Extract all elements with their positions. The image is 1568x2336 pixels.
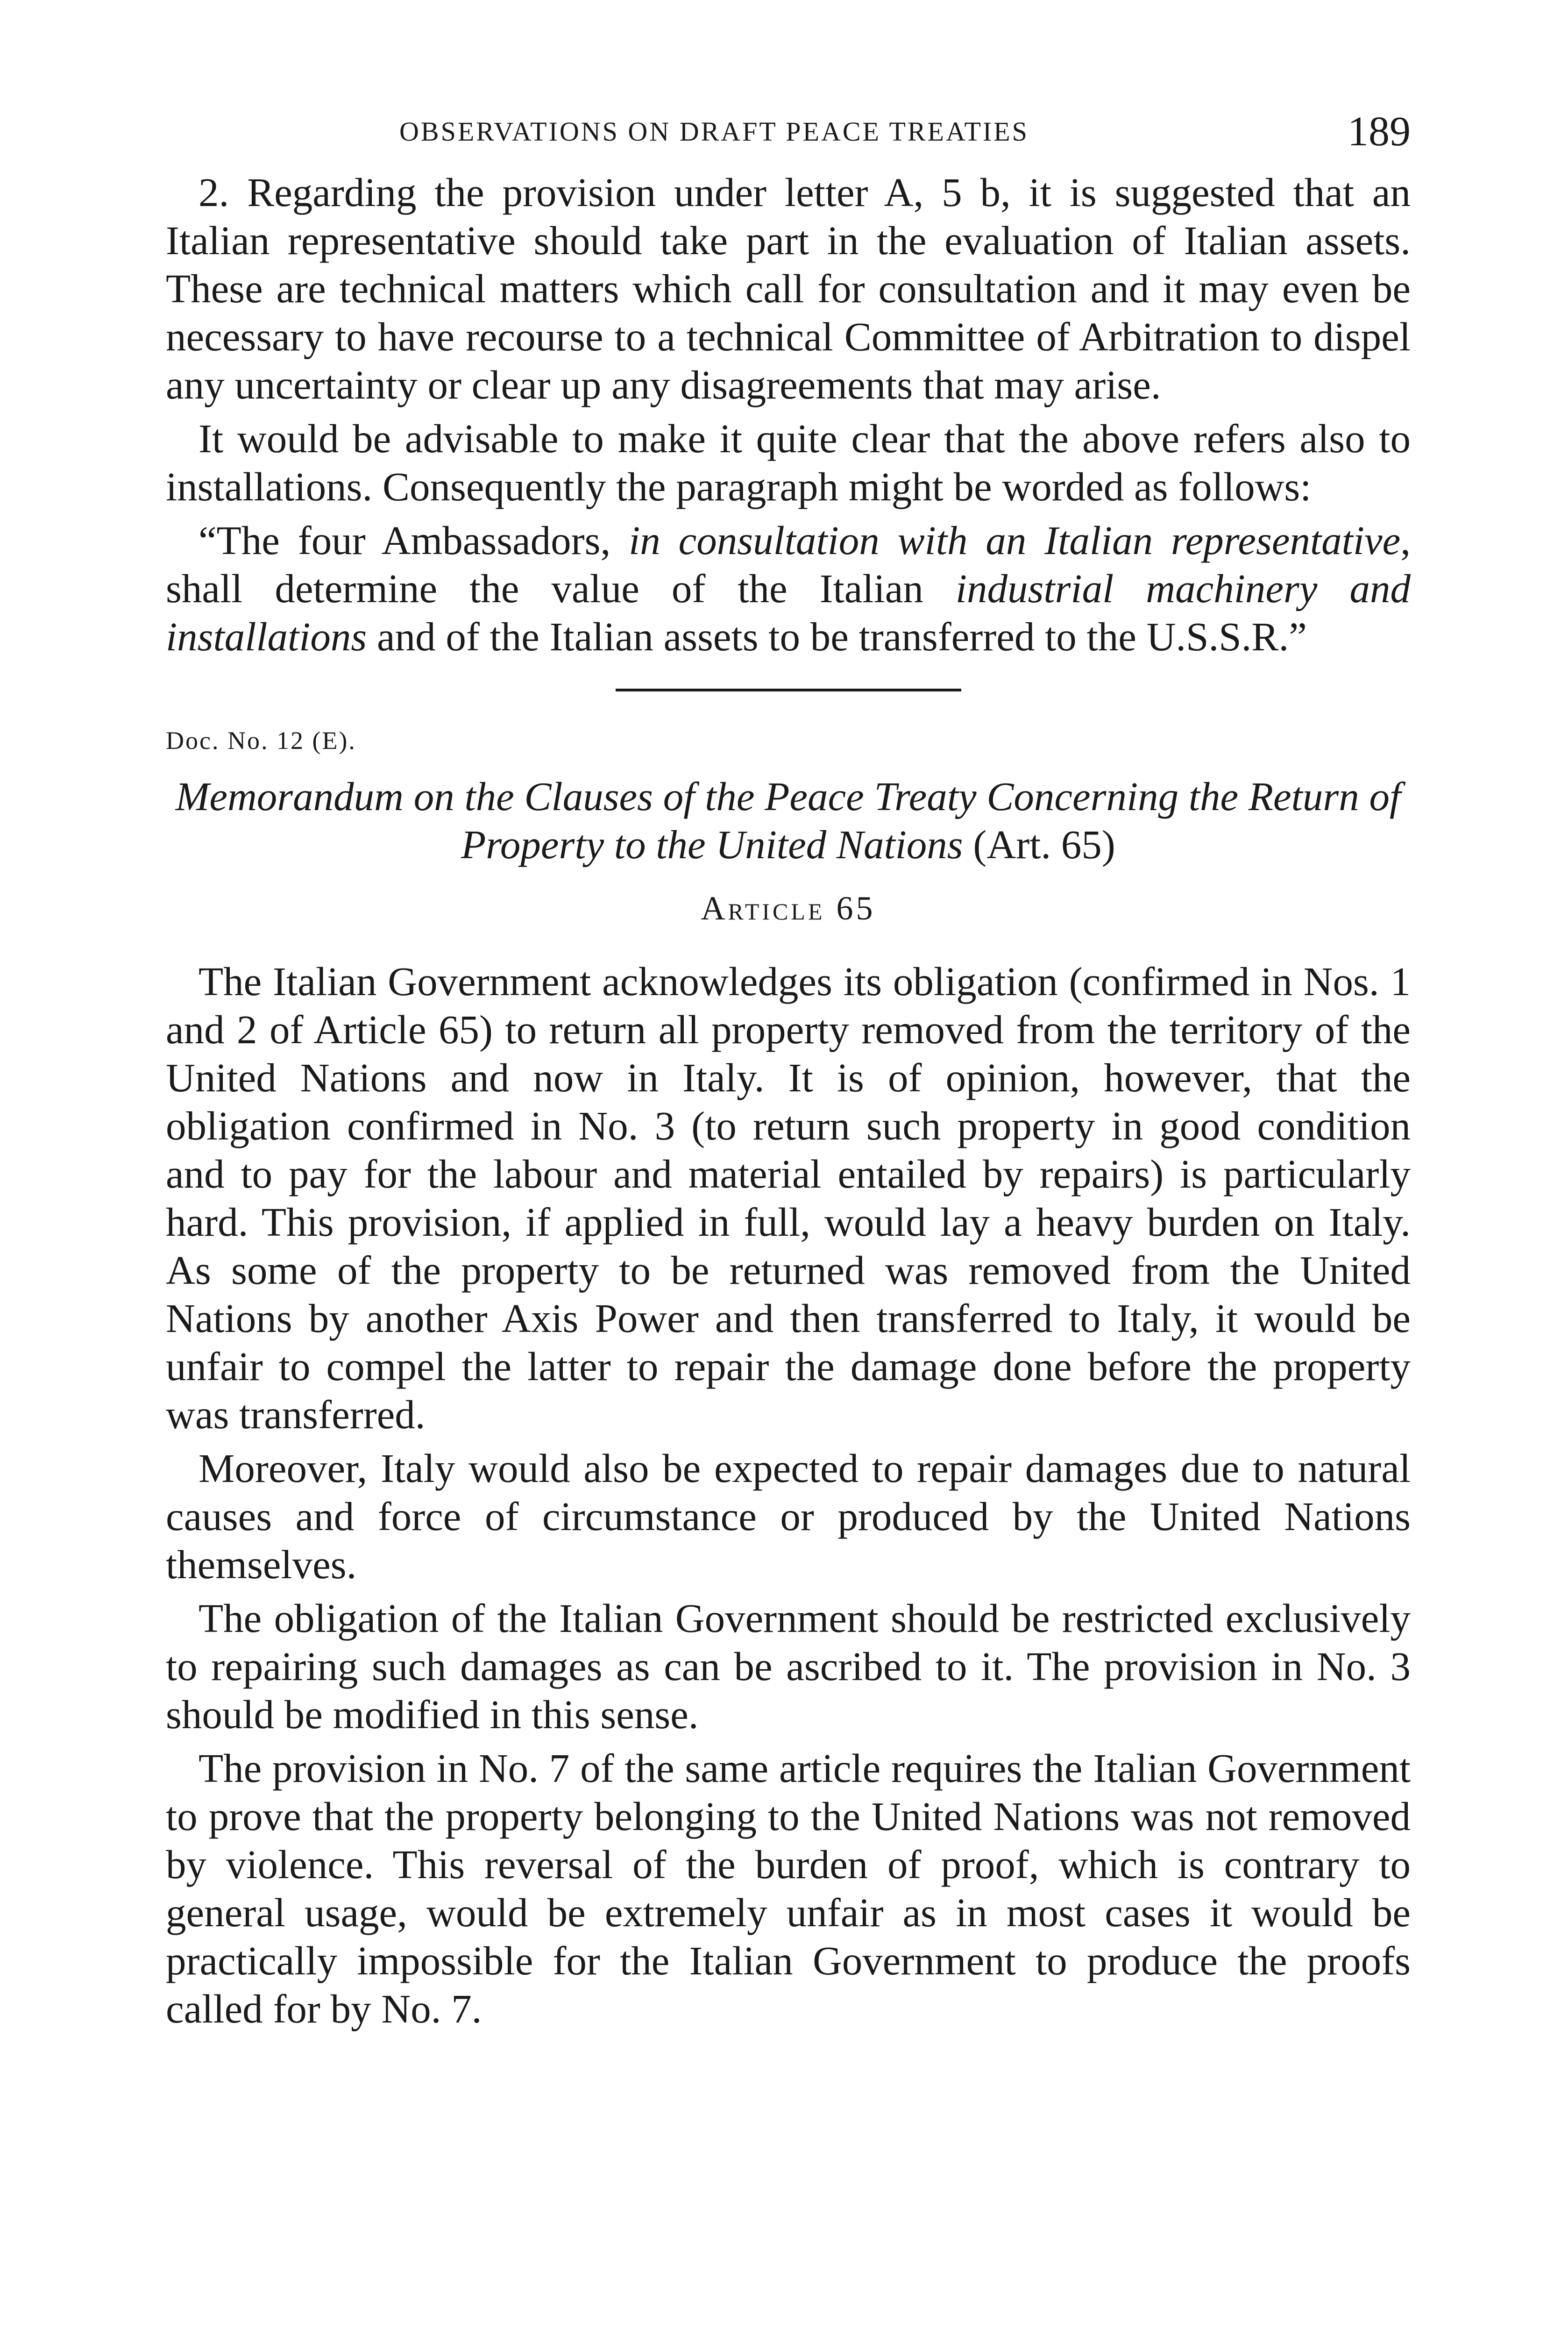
paragraph-natural-causes: Moreover, Italy would also be expected to repair damages due to natural causes and force of circumstance or produced by the United Nations themselves. xyxy=(166,1446,1411,1587)
section-divider xyxy=(616,689,961,691)
paragraph-installations: It would be advisable to make it quite clear that the above refers also to installations. Consequently the paragraph might be worded as follows: xyxy=(166,416,1411,509)
article-heading: Article 65 xyxy=(701,890,876,927)
doc-label: Doc. No. 12 (E). xyxy=(166,726,356,755)
quote-italic-1: in consultation with an Italian representative xyxy=(629,518,1401,563)
paragraph-restriction: The obligation of the Italian Government should be restricted exclusively to repairing such damages as can be ascribed to it. The provision in No. 3 should be modified in this sense. xyxy=(166,1595,1411,1737)
paragraph-evaluation-assets: 2. Regarding the provision under letter A, 5 b, it is suggested that an Italian representative should take part in the evaluation of Italian assets. These are technical matters which call for consultation and it may even be necessary to have recourse to a technical Committee of Arbitration to dispel any uncertainty or clear up any disagreements that may arise. xyxy=(166,170,1411,407)
paragraph-obligation: The Italian Government acknowledges its obligation (confirmed in Nos. 1 and 2 of Article 65) to return all property removed from the territory of the United Nations and now in Italy. It is of opinion, however, that the obligation confirmed in No. 3 (to return such property in good condition and to pay for the labour and material entailed by repairs) is particularly hard. This provision, if applied in full, would lay a heavy burden on Italy. As some of the property to be returned was removed from the United Nations by another Axis Power and then transferred to Italy, it would be unfair to compel the latter to repair the damage done before the property was transferred. xyxy=(166,959,1411,1437)
paragraph-proposed-wording xyxy=(166,516,1411,661)
quote-text-3: and of the Italian assets to be transferred to the U.S.S.R.” xyxy=(367,614,1307,659)
memorandum-title-italic: Memorandum on the Clauses of the Peace Treaty Concerning the Return of Property to the United Nations xyxy=(175,774,1401,867)
paragraph-burden-of-proof: The provision in No. 7 of the same article requires the Italian Government to prove that the property belonging to the United Nations was not removed by violence. This reversal of the burden of proof, which is contrary to general usage, would be extremely unfair as in most cases it would be practically impossible for the Italian Government to produce the proofs called for by No. 7. xyxy=(166,1745,1411,2031)
document-page xyxy=(166,107,1411,2038)
quote-text-2: , shall determine the value of the Italian xyxy=(166,518,1411,611)
running-head xyxy=(166,107,1411,168)
memorandum-title-article: (Art. 65) xyxy=(963,822,1115,867)
quote-text-1: “The four Ambassadors, xyxy=(199,518,629,563)
quote-italic-2: industrial machinery and installations xyxy=(166,566,1411,659)
memorandum-title xyxy=(166,772,1411,869)
page-number: 189 xyxy=(1348,108,1411,155)
running-title: OBSERVATIONS ON DRAFT PEACE TREATIES xyxy=(399,116,1029,147)
